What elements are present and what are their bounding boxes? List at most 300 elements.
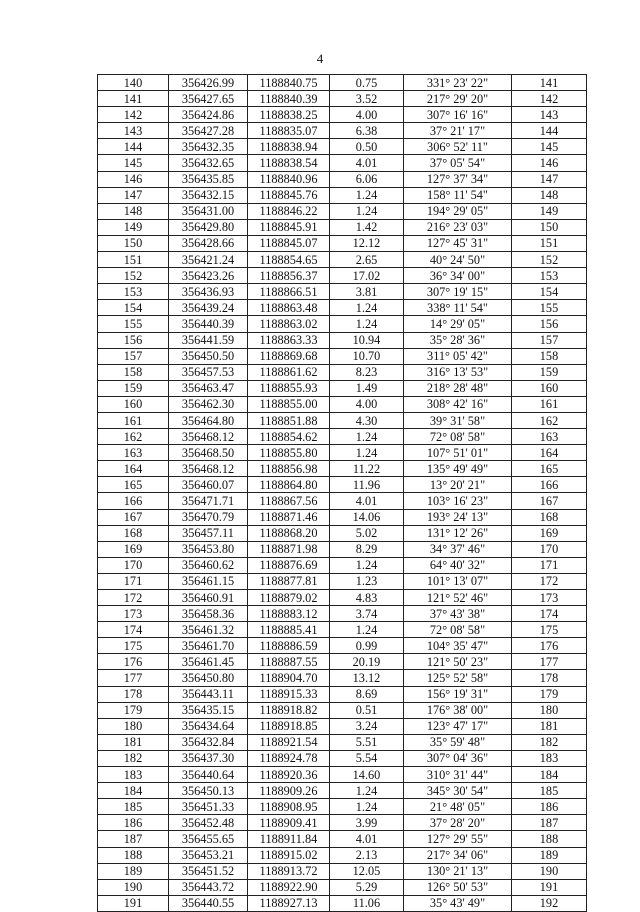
table-row [98,268,587,284]
cell-point-number: 158 [98,364,169,380]
cell-next-point: 144 [512,123,587,139]
table-row [98,831,587,847]
cell-point-number: 159 [98,380,169,396]
cell-bearing: 123° 47' 17" [404,718,512,734]
cell-coordinate-y: 1188854.62 [248,429,330,445]
cell-point-number: 164 [98,461,169,477]
cell-distance: 1.24 [330,300,404,316]
table-row [98,590,587,606]
table-row [98,203,587,219]
cell-bearing: 127° 45' 31" [404,235,512,251]
cell-distance: 0.75 [330,75,404,91]
cell-next-point: 150 [512,219,587,235]
cell-bearing: 135° 49' 49" [404,461,512,477]
cell-coordinate-y: 1188856.98 [248,461,330,477]
cell-bearing: 156° 19' 31" [404,686,512,702]
table-row [98,573,587,589]
cell-point-number: 143 [98,123,169,139]
cell-next-point: 187 [512,815,587,831]
cell-distance: 5.02 [330,525,404,541]
cell-coordinate-x: 356440.64 [169,767,248,783]
table-row [98,815,587,831]
cell-coordinate-x: 356426.99 [169,75,248,91]
cell-point-number: 182 [98,750,169,766]
cell-distance: 1.24 [330,799,404,815]
cell-next-point: 161 [512,396,587,412]
cell-next-point: 154 [512,284,587,300]
cell-bearing: 35° 43' 49" [404,895,512,911]
cell-coordinate-x: 356453.80 [169,541,248,557]
cell-point-number: 142 [98,107,169,123]
cell-next-point: 183 [512,750,587,766]
cell-distance: 4.01 [330,155,404,171]
table-row [98,123,587,139]
cell-coordinate-y: 1188835.07 [248,123,330,139]
cell-point-number: 188 [98,847,169,863]
cell-point-number: 140 [98,75,169,91]
cell-distance: 4.83 [330,590,404,606]
table-row [98,429,587,445]
cell-bearing: 307° 19' 15" [404,284,512,300]
cell-coordinate-y: 1188908.95 [248,799,330,815]
cell-next-point: 160 [512,380,587,396]
table-row [98,300,587,316]
cell-coordinate-y: 1188904.70 [248,670,330,686]
cell-next-point: 148 [512,187,587,203]
cell-distance: 4.00 [330,396,404,412]
table-row [98,734,587,750]
cell-coordinate-y: 1188856.37 [248,268,330,284]
cell-coordinate-x: 356437.30 [169,750,248,766]
cell-distance: 5.51 [330,734,404,750]
cell-coordinate-x: 356450.80 [169,670,248,686]
cell-point-number: 169 [98,541,169,557]
cell-bearing: 311° 05' 42" [404,348,512,364]
cell-next-point: 168 [512,509,587,525]
cell-bearing: 72° 08' 58" [404,622,512,638]
table-row [98,252,587,268]
cell-coordinate-x: 356441.59 [169,332,248,348]
cell-distance: 1.49 [330,380,404,396]
cell-distance: 5.29 [330,879,404,895]
cell-coordinate-y: 1188871.98 [248,541,330,557]
cell-distance: 3.52 [330,91,404,107]
table-row [98,686,587,702]
cell-bearing: 101° 13' 07" [404,573,512,589]
cell-point-number: 166 [98,493,169,509]
cell-bearing: 121° 52' 46" [404,590,512,606]
cell-bearing: 37° 21' 17" [404,123,512,139]
cell-coordinate-x: 356463.47 [169,380,248,396]
table-row [98,525,587,541]
cell-bearing: 37° 28' 20" [404,815,512,831]
cell-coordinate-x: 356460.62 [169,557,248,573]
cell-bearing: 345° 30' 54" [404,783,512,799]
cell-coordinate-x: 356440.55 [169,895,248,911]
table-row [98,364,587,380]
cell-bearing: 310° 31' 44" [404,767,512,783]
cell-coordinate-y: 1188838.54 [248,155,330,171]
cell-point-number: 186 [98,815,169,831]
cell-coordinate-x: 356462.30 [169,396,248,412]
cell-coordinate-y: 1188845.91 [248,219,330,235]
coordinates-table-body [98,75,587,912]
cell-next-point: 152 [512,252,587,268]
cell-coordinate-x: 356429.80 [169,219,248,235]
cell-coordinate-y: 1188838.25 [248,107,330,123]
cell-coordinate-x: 356461.15 [169,573,248,589]
cell-coordinate-x: 356431.00 [169,203,248,219]
table-row [98,895,587,911]
cell-coordinate-y: 1188911.84 [248,831,330,847]
cell-coordinate-y: 1188909.41 [248,815,330,831]
cell-coordinate-y: 1188876.69 [248,557,330,573]
cell-coordinate-x: 356468.12 [169,461,248,477]
cell-point-number: 163 [98,445,169,461]
cell-next-point: 191 [512,879,587,895]
cell-bearing: 36° 34' 00" [404,268,512,284]
cell-coordinate-y: 1188840.39 [248,91,330,107]
cell-point-number: 178 [98,686,169,702]
cell-distance: 1.24 [330,429,404,445]
table-row [98,348,587,364]
cell-distance: 11.96 [330,477,404,493]
cell-coordinate-x: 356436.93 [169,284,248,300]
table-row [98,477,587,493]
cell-coordinate-y: 1188838.94 [248,139,330,155]
table-row [98,332,587,348]
cell-coordinate-y: 1188924.78 [248,750,330,766]
cell-next-point: 159 [512,364,587,380]
cell-bearing: 37° 43' 38" [404,606,512,622]
cell-next-point: 149 [512,203,587,219]
cell-bearing: 217° 34' 06" [404,847,512,863]
cell-distance: 0.51 [330,702,404,718]
cell-next-point: 151 [512,235,587,251]
cell-distance: 17.02 [330,268,404,284]
cell-distance: 3.81 [330,284,404,300]
cell-coordinate-x: 356452.48 [169,815,248,831]
cell-distance: 8.23 [330,364,404,380]
cell-bearing: 126° 50' 53" [404,879,512,895]
cell-bearing: 35° 28' 36" [404,332,512,348]
cell-coordinate-y: 1188877.81 [248,573,330,589]
table-row [98,235,587,251]
cell-next-point: 142 [512,91,587,107]
table-row [98,316,587,332]
cell-distance: 1.24 [330,445,404,461]
cell-next-point: 175 [512,622,587,638]
table-row [98,670,587,686]
cell-next-point: 158 [512,348,587,364]
cell-next-point: 146 [512,155,587,171]
cell-coordinate-y: 1188855.93 [248,380,330,396]
table-row [98,91,587,107]
cell-coordinate-x: 356468.12 [169,429,248,445]
cell-bearing: 104° 35' 47" [404,638,512,654]
table-row [98,654,587,670]
cell-next-point: 186 [512,799,587,815]
cell-coordinate-y: 1188922.90 [248,879,330,895]
cell-next-point: 164 [512,445,587,461]
cell-coordinate-x: 356421.24 [169,252,248,268]
cell-coordinate-x: 356460.07 [169,477,248,493]
cell-distance: 3.74 [330,606,404,622]
cell-next-point: 174 [512,606,587,622]
table-row [98,847,587,863]
cell-next-point: 145 [512,139,587,155]
cell-bearing: 125° 52' 58" [404,670,512,686]
cell-point-number: 170 [98,557,169,573]
cell-coordinate-x: 356432.35 [169,139,248,155]
cell-coordinate-x: 356461.45 [169,654,248,670]
table-row [98,75,587,91]
cell-coordinate-x: 356471.71 [169,493,248,509]
cell-coordinate-x: 356451.52 [169,863,248,879]
cell-bearing: 306° 52' 11" [404,139,512,155]
cell-point-number: 148 [98,203,169,219]
table-row [98,219,587,235]
cell-point-number: 190 [98,879,169,895]
cell-point-number: 154 [98,300,169,316]
cell-point-number: 160 [98,396,169,412]
cell-coordinate-y: 1188885.41 [248,622,330,638]
cell-coordinate-x: 356458.36 [169,606,248,622]
cell-point-number: 155 [98,316,169,332]
cell-distance: 4.01 [330,831,404,847]
cell-distance: 4.01 [330,493,404,509]
cell-distance: 1.23 [330,573,404,589]
cell-point-number: 151 [98,252,169,268]
cell-point-number: 191 [98,895,169,911]
cell-bearing: 127° 29' 55" [404,831,512,847]
cell-coordinate-x: 356470.79 [169,509,248,525]
cell-coordinate-x: 356423.26 [169,268,248,284]
cell-next-point: 179 [512,686,587,702]
cell-coordinate-x: 356434.64 [169,718,248,734]
cell-coordinate-x: 356450.13 [169,783,248,799]
cell-distance: 4.30 [330,412,404,428]
cell-coordinate-y: 1188845.76 [248,187,330,203]
cell-bearing: 131° 12' 26" [404,525,512,541]
cell-coordinate-y: 1188869.68 [248,348,330,364]
cell-next-point: 156 [512,316,587,332]
cell-next-point: 170 [512,541,587,557]
cell-coordinate-y: 1188883.12 [248,606,330,622]
cell-coordinate-y: 1188863.48 [248,300,330,316]
cell-coordinate-y: 1188855.00 [248,396,330,412]
cell-coordinate-y: 1188913.72 [248,863,330,879]
cell-next-point: 178 [512,670,587,686]
cell-next-point: 141 [512,75,587,91]
cell-next-point: 192 [512,895,587,911]
cell-next-point: 189 [512,847,587,863]
cell-point-number: 165 [98,477,169,493]
cell-bearing: 193° 24' 13" [404,509,512,525]
cell-next-point: 157 [512,332,587,348]
cell-next-point: 153 [512,268,587,284]
cell-coordinate-x: 356427.28 [169,123,248,139]
cell-next-point: 184 [512,767,587,783]
cell-coordinate-y: 1188915.02 [248,847,330,863]
table-row [98,557,587,573]
cell-point-number: 161 [98,412,169,428]
cell-coordinate-x: 356464.80 [169,412,248,428]
cell-point-number: 167 [98,509,169,525]
cell-point-number: 173 [98,606,169,622]
cell-point-number: 177 [98,670,169,686]
cell-point-number: 157 [98,348,169,364]
cell-coordinate-x: 356450.50 [169,348,248,364]
cell-distance: 6.38 [330,123,404,139]
cell-point-number: 168 [98,525,169,541]
cell-coordinate-x: 356432.15 [169,187,248,203]
cell-coordinate-y: 1188927.13 [248,895,330,911]
cell-distance: 5.54 [330,750,404,766]
cell-next-point: 173 [512,590,587,606]
cell-coordinate-y: 1188845.07 [248,235,330,251]
table-row [98,799,587,815]
cell-distance: 8.29 [330,541,404,557]
cell-point-number: 184 [98,783,169,799]
cell-bearing: 14° 29' 05" [404,316,512,332]
cell-coordinate-y: 1188915.33 [248,686,330,702]
cell-distance: 3.24 [330,718,404,734]
cell-coordinate-x: 356424.86 [169,107,248,123]
cell-point-number: 150 [98,235,169,251]
cell-bearing: 216° 23' 03" [404,219,512,235]
cell-bearing: 37° 05' 54" [404,155,512,171]
cell-next-point: 163 [512,429,587,445]
cell-point-number: 153 [98,284,169,300]
cell-distance: 1.24 [330,187,404,203]
cell-next-point: 167 [512,493,587,509]
cell-bearing: 103° 16' 23" [404,493,512,509]
table-row [98,541,587,557]
cell-bearing: 331° 23' 22" [404,75,512,91]
table-row [98,783,587,799]
cell-point-number: 175 [98,638,169,654]
cell-coordinate-y: 1188840.75 [248,75,330,91]
cell-next-point: 176 [512,638,587,654]
cell-distance: 1.24 [330,622,404,638]
cell-distance: 1.24 [330,557,404,573]
cell-bearing: 40° 24' 50" [404,252,512,268]
cell-point-number: 181 [98,734,169,750]
cell-next-point: 171 [512,557,587,573]
cell-bearing: 217° 29' 20" [404,91,512,107]
cell-coordinate-y: 1188846.22 [248,203,330,219]
cell-distance: 8.69 [330,686,404,702]
cell-next-point: 147 [512,171,587,187]
cell-bearing: 34° 37' 46" [404,541,512,557]
cell-point-number: 183 [98,767,169,783]
cell-coordinate-y: 1188921.54 [248,734,330,750]
table-row [98,171,587,187]
cell-bearing: 158° 11' 54" [404,187,512,203]
cell-bearing: 130° 21' 13" [404,863,512,879]
cell-coordinate-y: 1188909.26 [248,783,330,799]
cell-coordinate-x: 356461.32 [169,622,248,638]
cell-point-number: 162 [98,429,169,445]
cell-bearing: 13° 20' 21" [404,477,512,493]
cell-coordinate-x: 356457.53 [169,364,248,380]
cell-coordinate-x: 356432.84 [169,734,248,750]
cell-distance: 0.99 [330,638,404,654]
cell-bearing: 21° 48' 05" [404,799,512,815]
table-row [98,187,587,203]
cell-coordinate-x: 356468.50 [169,445,248,461]
table-row [98,863,587,879]
cell-coordinate-x: 356443.11 [169,686,248,702]
table-row [98,412,587,428]
cell-coordinate-y: 1188879.02 [248,590,330,606]
cell-bearing: 194° 29' 05" [404,203,512,219]
cell-distance: 11.22 [330,461,404,477]
cell-distance: 10.94 [330,332,404,348]
cell-coordinate-y: 1188918.82 [248,702,330,718]
cell-distance: 20.19 [330,654,404,670]
cell-bearing: 121° 50' 23" [404,654,512,670]
table-row [98,879,587,895]
cell-point-number: 152 [98,268,169,284]
cell-coordinate-y: 1188868.20 [248,525,330,541]
cell-next-point: 169 [512,525,587,541]
cell-point-number: 180 [98,718,169,734]
table-row [98,606,587,622]
cell-bearing: 308° 42' 16" [404,396,512,412]
table-row [98,461,587,477]
cell-next-point: 181 [512,718,587,734]
cell-next-point: 166 [512,477,587,493]
cell-point-number: 145 [98,155,169,171]
cell-point-number: 141 [98,91,169,107]
cell-coordinate-x: 356440.39 [169,316,248,332]
cell-coordinate-x: 356432.65 [169,155,248,171]
cell-distance: 11.06 [330,895,404,911]
cell-point-number: 147 [98,187,169,203]
cell-coordinate-x: 356451.33 [169,799,248,815]
cell-distance: 0.50 [330,139,404,155]
cell-bearing: 316° 13' 53" [404,364,512,380]
cell-bearing: 39° 31' 58" [404,412,512,428]
cell-point-number: 146 [98,171,169,187]
table-row [98,139,587,155]
cell-next-point: 177 [512,654,587,670]
cell-coordinate-x: 356435.15 [169,702,248,718]
cell-bearing: 107° 51' 01" [404,445,512,461]
page-number: 4 [316,51,324,66]
cell-bearing: 338° 11' 54" [404,300,512,316]
cell-next-point: 162 [512,412,587,428]
cell-point-number: 156 [98,332,169,348]
cell-bearing: 35° 59' 48" [404,734,512,750]
cell-coordinate-y: 1188918.85 [248,718,330,734]
cell-next-point: 185 [512,783,587,799]
cell-point-number: 174 [98,622,169,638]
cell-next-point: 190 [512,863,587,879]
cell-coordinate-y: 1188840.96 [248,171,330,187]
cell-coordinate-x: 356461.70 [169,638,248,654]
cell-next-point: 165 [512,461,587,477]
cell-next-point: 143 [512,107,587,123]
cell-point-number: 179 [98,702,169,718]
cell-bearing: 72° 08' 58" [404,429,512,445]
table-row [98,107,587,123]
cell-point-number: 149 [98,219,169,235]
table-row [98,284,587,300]
table-row [98,380,587,396]
